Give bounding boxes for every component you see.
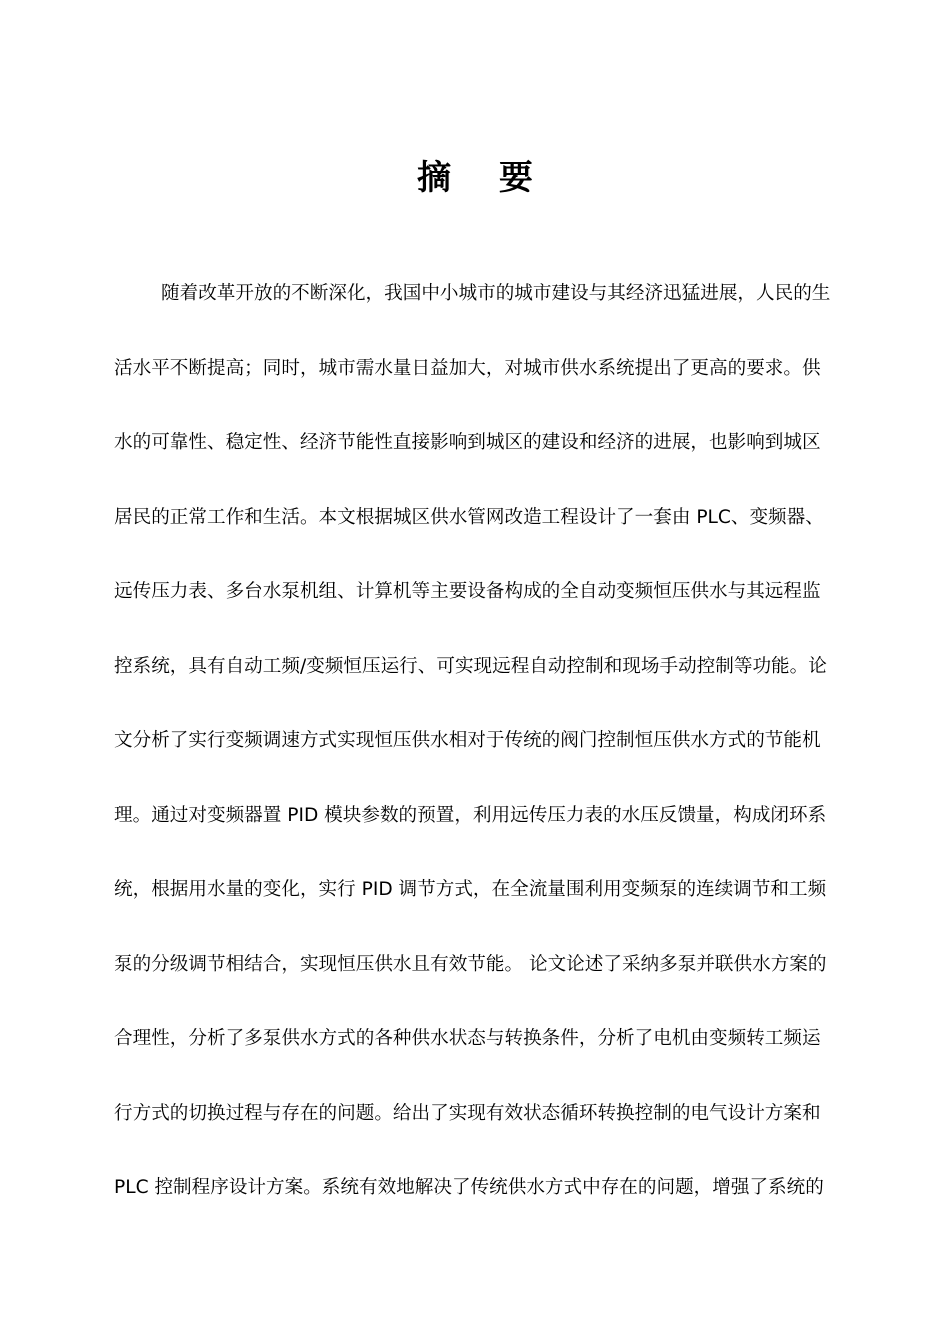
page-title: 摘 要 — [417, 158, 551, 198]
abstract-line: 合理性，分析了多泵供水方式的各种供水状态与转换条件，分析了电机由变频转工频运 — [114, 1028, 821, 1049]
abstract-line: 行方式的切换过程与存在的问题。给出了实现有效状态循环转换控制的电气设计方案和 — [114, 1102, 821, 1124]
abstract-line: 活水平不断提高；同时，城市需水量日益加大，对城市供水系统提出了更高的要求。供 — [114, 357, 821, 379]
abstract-line: 理。通过对变频器置 PID 模块参数的预置，利用远传压力表的水压反馈量，构成闭环系 — [114, 804, 827, 826]
abstract-line: 居民的正常工作和生活。本文根据城区供水管网改造工程设计了一套由 PLC、变频器、 — [114, 506, 824, 528]
abstract-line: 随着改革开放的不断深化，我国中小城市的城市建设与其经济迅猛进展，人民的生 — [161, 283, 831, 304]
abstract-line: 水的可靠性、稳定性、经济节能性直接影响到城区的建设和经济的进展，也影响到城区 — [114, 432, 821, 453]
abstract-line: 远传压力表、多台水泵机组、计算机等主要设备构成的全自动变频恒压供水与其远程监 — [114, 581, 821, 602]
abstract-line: PLC 控制程序设计方案。系统有效地解决了传统供水方式中存在的问题，增强了系统的 — [114, 1177, 824, 1198]
abstract-line: 控系统，具有自动工频/变频恒压运行、可实现远程自动控制和现场手动控制等功能。论 — [114, 655, 827, 677]
abstract-body — [114, 257, 860, 1226]
abstract-line: 文分析了实行变频调速方式实现恒压供水相对于传统的阀门控制恒压供水方式的节能机 — [114, 730, 821, 751]
abstract-line: 统，根据用水量的变化，实行 PID 调节方式，在全流量围利用变频泵的连续调节和工频 — [114, 879, 827, 900]
abstract-line: 泵的分级调节相结合，实现恒压供水且有效节能。 论文论述了采纳多泵并联供水方案的 — [114, 953, 827, 975]
